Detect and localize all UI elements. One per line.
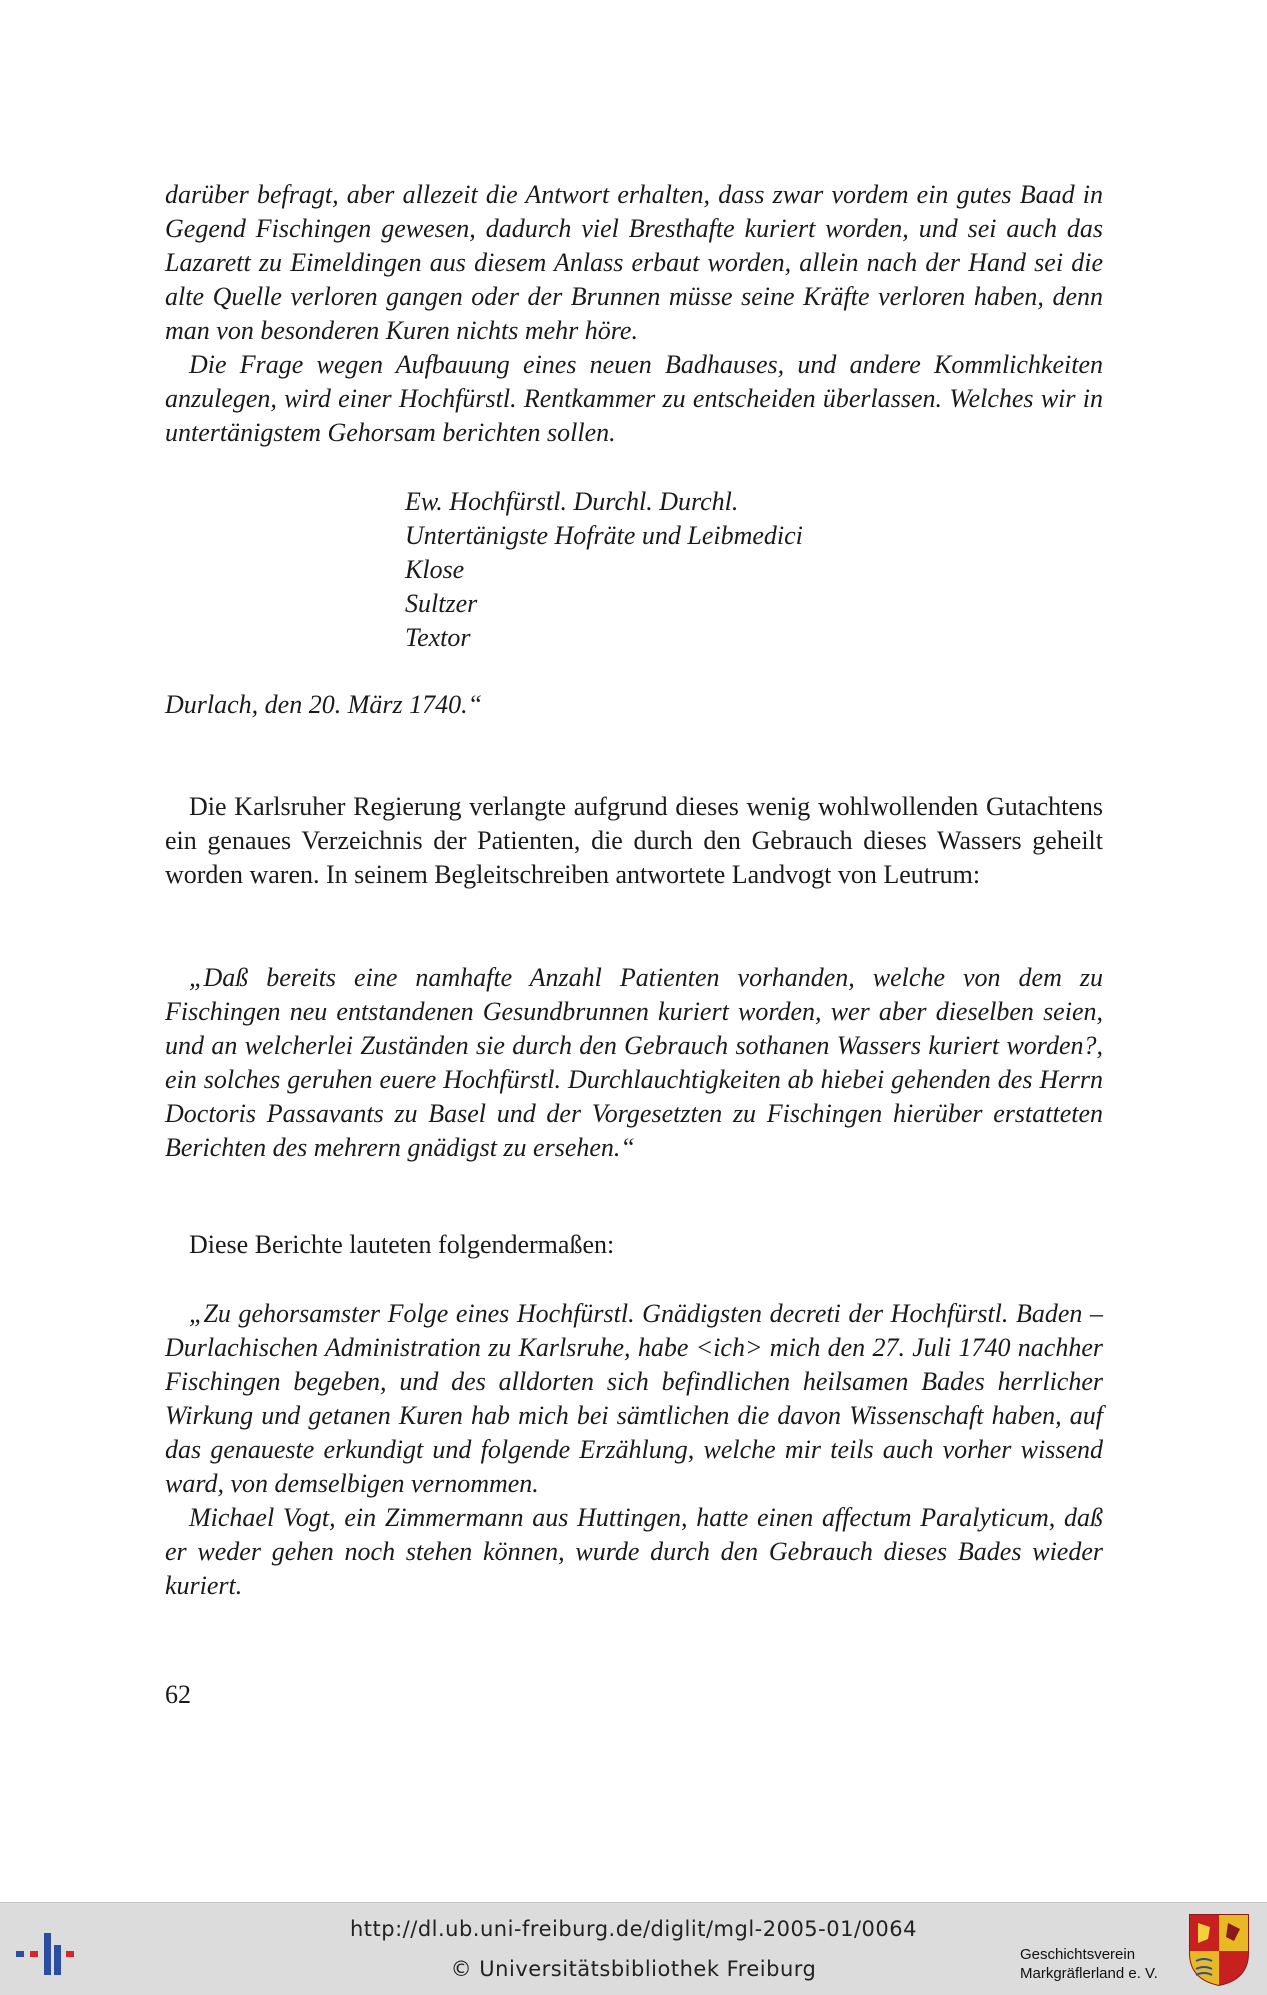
org-name — [1020, 1945, 1158, 1983]
permalink-url[interactable]: http://dl.ub.uni-freiburg.de/diglit/mgl-2005-01/0064 — [349, 1917, 917, 1941]
signature-line-2: Untertänigste Hofräte und Leibmedici — [405, 521, 803, 550]
paragraph-4: Diese Berichte lauteten folgendermaßen: — [189, 1230, 615, 1259]
copyright-text: © Universitätsbibliothek Freiburg — [450, 1957, 817, 1981]
signature-line-3: Klose — [405, 555, 465, 584]
page-number: 62 — [165, 1680, 191, 1709]
dateline — [165, 688, 1103, 722]
viewer-footer — [0, 1902, 1267, 1995]
narrative-paragraph — [165, 790, 1103, 892]
quote-3: Michael Vogt, ein Zimmermann aus Huttingen, hatte einen affectum Paralyticum, daß er weder gehen noch stehen können, wurde durch den Gebrauch dieses Bades wieder kuriert. — [165, 1503, 1103, 1600]
signature-line-1: Ew. Hochfürstl. Durchl. Durchl. — [405, 487, 739, 516]
paragraph-2: Die Frage wegen Aufbauung eines neuen Badhauses, und andere Kommlichkeiten anzulegen, wird einer Hochfürstl. Rentkammer zu entscheiden überlassen. Welches wir in untertänigstem Gehorsam berichten sollen. — [165, 350, 1103, 447]
signature-block — [405, 485, 803, 655]
dateline-text: Durlach, den 20. März 1740.“ — [165, 690, 483, 719]
letter-continuation — [165, 178, 1103, 450]
paragraph-3: Die Karlsruher Regierung verlangte aufgrund dieses wenig wohlwollenden Gutachtens ein genaues Verzeichnis der Patienten, die durch den Gebrauch dieses Wassers geheilt worden waren. In seinem Begleitschreiben antwortete Landvogt von Leutrum: — [165, 792, 1103, 889]
signature-line-5: Textor — [405, 623, 471, 652]
narrative-paragraph-2 — [165, 1228, 1103, 1262]
org-name-line-2: Markgräflerland e. V. — [1020, 1965, 1158, 1982]
signature-line-4: Sultzer — [405, 589, 478, 618]
paragraph-1: darüber befragt, aber allezeit die Antwort erhalten, dass zwar vordem ein gutes Baad in Gegend Fischingen gewesen, dadurch viel Bresthafte kuriert worden, und sei auch das Lazarett zu Eimeldingen aus diesem Anlass erbaut worden, allein nach der Hand sei die alte Quelle verloren gangen oder der Brunnen müsse seine Kräfte verloren haben, denn man von besonderen Kuren nichts mehr höre. — [165, 180, 1103, 345]
quote-1: „Daß bereits eine namhafte Anzahl Patienten vorhanden, welche von dem zu Fischingen neu entstandenen Gesundbrunnen kuriert worden, wer aber dieselben seien, und an welcherlei Zuständen sie durch den Gebrauch sothanen Wassers kuriert worden?, ein solches geruhen euere Hochfürstl. Durchlauchtigkeiten ab hiebei gehenden des Herrn Doctoris Passavants zu Basel und der Vorgesetzten zu Fischingen hierüber erstatteten Berichten des mehrern gnädigst zu ersehen.“ — [165, 963, 1103, 1162]
coat-of-arms-icon — [1188, 1913, 1250, 1987]
org-name-line-1: Geschichtsverein — [1020, 1946, 1136, 1963]
quote-report — [165, 1297, 1103, 1603]
quote-2: „Zu gehorsamster Folge eines Hochfürstl. Gnädigsten decreti der Hochfürstl. Baden – Durlachischen Administration zu Karlsruhe, habe <ich> mich den 27. Juli 1740 nachher Fischingen begeben, und des alldorten sich befindlichen heilsamen Bades herrlicher Wirkung und getanen Kuren hab mich bei sämtlichen die davon Wissenschaft haben, auf das genaueste erkundigt und folgende Erzählung, welche mir teils auch vorher wissend ward, von demselbigen vernommen. — [165, 1299, 1103, 1498]
quote-leutrum — [165, 961, 1103, 1165]
